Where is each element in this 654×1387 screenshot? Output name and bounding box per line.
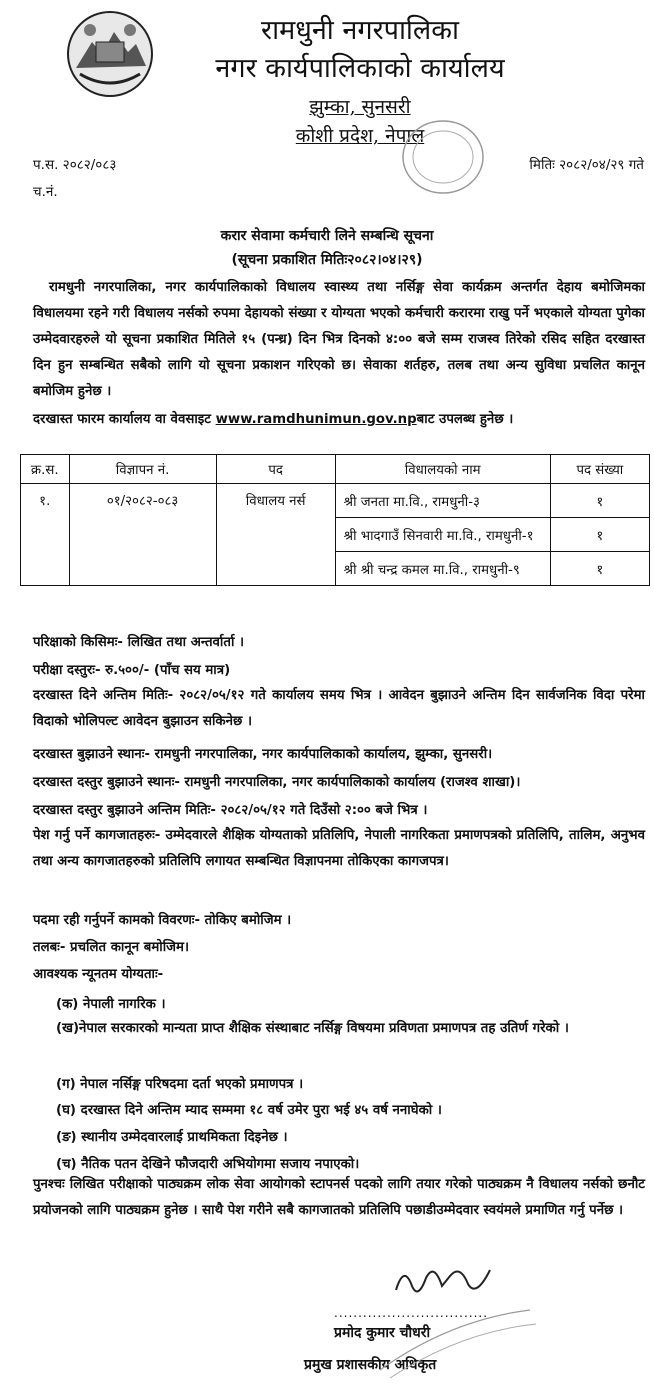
submission-place: दरखास्त बुझाउने स्थानः- रामधुनी नगरपालिका, नगर कार्यपालिकाको कार्यालय, झुम्का, सुनसरी।: [33, 747, 493, 762]
notice-body-text: रामधुनी नगरपालिका, नगर कार्यपालिकाको विधालय स्वास्थ्य तथा नर्सिङ्ग सेवा कार्यक्रम अन्तर्गत देहाय बमोजिमका विधालयमा रहने गरी विधालय नर्सको रुपमा देहायको संख्या र योग्यता भएको कर्मचारी करारमा राखु पर्ने भएकाले योग्यता पुगेका उम्मेदवारहरुले यो सूचना प्रकाशित मितिले १५ (पन्ध्र) दिन भित्र दिनको ४:०० बजे सम्म राजस्व तिरेको रसिद सहित दरखास्त दिन हुन सम्बन्धित सबैको लागि यो सूचना प्रकाशन गरिएको छ। सेवाका शर्तहरु, तलब तथा अन्य सुविधा प्रचलित कानून बमोजिम हुनेछ ।: [33, 280, 645, 399]
letter-date: मितिः २०८२/०४/२९ गते: [529, 157, 644, 173]
dispatch-number: च.नं.: [33, 184, 58, 200]
table-header-row: [21, 455, 650, 484]
form-suffix: बाट उपलब्ध हुनेछ ।: [416, 412, 514, 427]
required-documents: पेश गर्नु पर्ने कागजातहरुः- उम्मेदवारले शैक्षिक योग्यताको प्रतिलिपि, नेपाली नागरिकता प्रमाणपत्रको प्रतिलिपि, तालिम, अनुभव तथा अन्य कागजातहरुको प्रतिलिपि लगायत सम्बन्धित विज्ञापनमा तोकिएका कागजपत्र।: [33, 828, 645, 869]
fee-payment-deadline: दरखास्त दस्तुर बुझाउने अन्तिम मितिः- २०८२/०५/१२ गते दिउँसो २:०० बजे भित्र ।: [33, 803, 428, 818]
office-name: नगर कार्यपालिकाको कार्यालय: [215, 53, 505, 84]
postscript-note: पुनश्चः लिखित परीक्षाको पाठ्यक्रम लोक सेवा आयोगको स्टापनर्स पदको लागि तयार गरेको पाठ्यक्रम नै विधालय नर्सको छनौट प्रयोजनको लागि पाठ्यक्रम हुनेछ । साथै पेश गरीने सबै कागजातको प्रतिलिपि पछाडीउम्मेदवार स्वयंमले प्रमाणित गर्नु पर्नेछ ।: [33, 1177, 645, 1218]
notice-title: करार सेवामा कर्मचारी लिने सम्बन्धि सूचना: [220, 228, 434, 244]
application-deadline: दरखास्त दिने अन्तिम मितिः- २०८२/०५/१२ गते कार्यालय समय भित्र । आवेदन बुझाउने अन्तिम दिन सार्वजनिक विदा परेमा विदाको भोलिपल्ट आवेदन बुझाउन सकिनेछ ।: [33, 688, 645, 729]
cell-sn: १.: [21, 484, 70, 586]
requirement-item: (घ) दरखास्त दिने अन्तिम म्याद सम्ममा १८ वर्ष उमेर पुरा भई ४५ वर्ष ननाघेको ।: [56, 1103, 442, 1118]
requirement-item: (ङ) स्थानीय उम्मेदवारलाई प्राथमिकता दिइनेछ ।: [56, 1130, 288, 1145]
salary: तलबः- प्रचलित कानून बमोजिम।: [33, 940, 190, 955]
cell-count: १: [550, 552, 649, 586]
province-name: कोशी प्रदेश, नेपाल: [295, 125, 425, 147]
office-location: झुम्का, सुनसरी: [309, 96, 411, 118]
signature-dotted-line: ................................: [334, 1306, 489, 1320]
table-row: [21, 484, 650, 518]
cell-school: श्री श्री चन्द्र कमल मा.वि., रामधुनी-९: [335, 552, 550, 586]
col-header-sn: क्र.स.: [21, 455, 70, 484]
requirement-item: (क) नेपाली नागरिक ।: [56, 997, 166, 1012]
cell-post: विधालय नर्स: [216, 484, 335, 586]
col-header-count: पद संख्या: [550, 455, 649, 484]
col-header-school: विधालयको नाम: [335, 455, 550, 484]
signatory-designation: प्रमुख प्रशासकीय अधिकृत: [304, 1357, 437, 1373]
fee-payment-place: दरखास्त दस्तुर बुझाउने स्थानः- रामधुनी नगरपालिका, नगर कार्यपालिकाको कार्यालय (राजश्व शाखा)।: [33, 775, 521, 790]
col-header-post: पद: [216, 455, 335, 484]
signatory-name: प्रमोद कुमार चौधरी: [334, 1325, 431, 1341]
letter-ref-number: प.स. २०८२/०८३: [33, 157, 117, 173]
cell-school: श्री जनता मा.वि., रामधुनी-३: [335, 484, 550, 518]
cell-ad-no: ०१/२०८२-०८३: [69, 484, 216, 586]
nepal-emblem-icon: [62, 8, 158, 100]
website-link[interactable]: www.ramdhunimun.gov.np: [215, 412, 417, 427]
cell-count: १: [550, 518, 649, 552]
requirement-item: (च) नैतिक पतन देखिने फौजदारी अभियोगमा सजाय नपाएको।: [56, 1157, 360, 1172]
job-duties: पदमा रही गर्नुपर्ने कामको विवरणः- तोकिए बमोजिम ।: [33, 913, 292, 928]
notice-body: [33, 275, 645, 405]
exam-type: परिक्षाको किसिमः- लिखित तथा अन्तर्वार्ता ।: [33, 635, 245, 650]
form-prefix: दरखास्त फारम कार्यालय वा वेवसाइट: [33, 412, 211, 427]
exam-fee: परीक्षा दस्तुरः- रु.५००/- (पाँच सय मात्र): [33, 663, 231, 678]
office-seal-icon: [398, 112, 488, 202]
requirement-item: (ख)नेपाल सरकारको मान्यता प्राप्त शैक्षिक संस्थाबाट नर्सिङ्ग विषयमा प्रविणता प्रमाणपत्र तह उतिर्ण गरेको ।: [56, 1021, 569, 1036]
org-name: रामधुनी नगरपालिका: [261, 15, 459, 46]
requirement-item: (ग) नेपाल नर्सिङ्ग परिषदमा दर्ता भएको प्रमाणपत्र ।: [56, 1077, 304, 1092]
office-stamp-icon: [370, 1290, 540, 1380]
cell-school: श्री भादगाउँ सिनवारी मा.वि., रामधुनी-१: [335, 518, 550, 552]
cell-count: १: [550, 484, 649, 518]
requirements-heading: आवश्यक न्यूनतम योग्यताः-: [33, 967, 164, 982]
col-header-ad-no: विज्ञापन नं.: [69, 455, 216, 484]
form-availability: [33, 409, 645, 427]
notice-published-date: (सूचना प्रकाशित मितिः२०८२।०४।२९): [231, 252, 423, 268]
vacancy-table: [20, 454, 650, 586]
